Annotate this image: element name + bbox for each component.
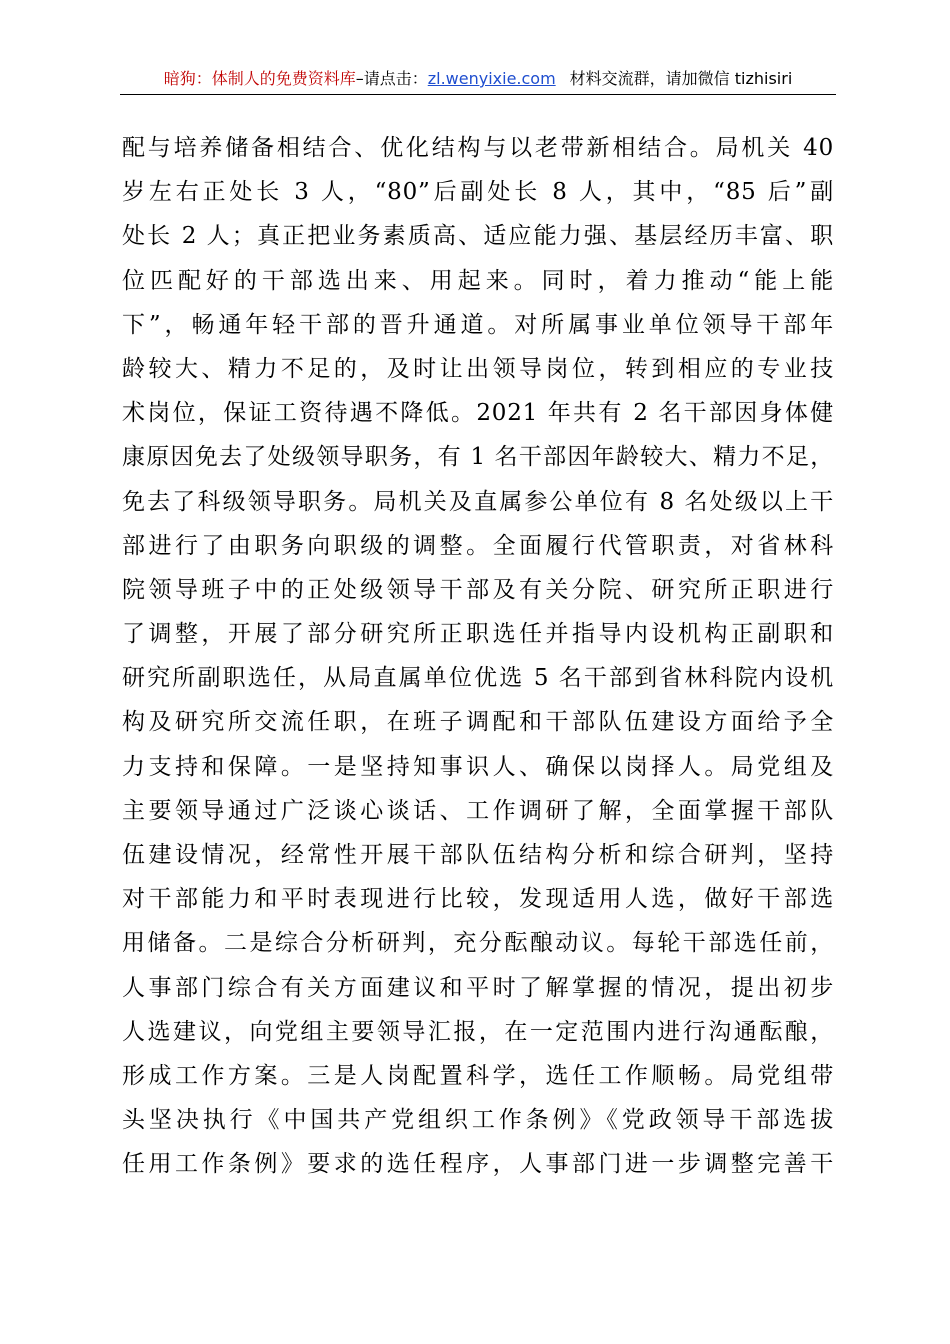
body-line-20: 人事部门综合有关方面建议和平时了解掌握的情况，提出初步	[122, 974, 834, 1001]
body-line-19: 用储备。二是综合分析研判，充分酝酿动议。每轮干部选任前，	[122, 930, 834, 957]
body-line-21: 人选建议，向党组主要领导汇报，在一定范围内进行沟通酝酿，	[122, 1018, 834, 1045]
body-line-7: 术岗位，保证工资待遇不降低。2021 年共有 2 名干部因身体健	[122, 400, 834, 427]
header-url-link[interactable]: zl.wenyixie.com	[427, 69, 556, 88]
body-line-13: 研究所副职选任，从局直属单位优选 5 名干部到省林科院内设机	[122, 665, 834, 692]
body-line-14: 构及研究所交流任职，在班子调配和干部队伍建设方面给予全	[122, 709, 834, 736]
body-line-18: 对干部能力和平时表现进行比较，发现适用人选，做好干部选	[122, 886, 834, 913]
page-header	[120, 64, 836, 95]
body-line-3: 处长 2 人；真正把业务素质高、适应能力强、基层经历丰富、职	[122, 223, 834, 250]
body-line-1: 配与培养储备相结合、优化结构与以老带新相结合。局机关 40	[122, 135, 834, 161]
body-line-16: 主要领导通过广泛谈心谈话、工作调研了解，全面掌握干部队	[122, 797, 834, 824]
body-line-11: 院领导班子中的正处级领导干部及有关分院、研究所正职进行	[122, 576, 834, 603]
body-line-8: 康原因免去了处级领导职务，有 1 名干部因年龄较大、精力不足，	[122, 444, 834, 471]
body-line-24: 任用工作条例》要求的选任程序，人事部门进一步调整完善干	[122, 1151, 834, 1178]
header-brand: 暗狗：体制人的免费资料库	[163, 69, 356, 88]
document-body	[122, 126, 834, 1187]
body-line-9: 免去了科级领导职务。局机关及直属参公单位有 8 名处级以上干	[122, 488, 834, 515]
body-line-22: 形成工作方案。三是人岗配置科学，选任工作顺畅。局党组带	[122, 1062, 834, 1089]
body-line-2: 岁左右正处长 3 人，“80”后副处长 8 人，其中，“85 后”副	[122, 179, 834, 206]
body-line-4: 位匹配好的干部选出来、用起来。同时，着力推动“能上能	[122, 267, 834, 294]
header-wechat-text: 材料交流群，请加微信 tizhisiri	[569, 69, 793, 88]
body-line-23: 头坚决执行《中国共产党组织工作条例》《党政领导干部选拔	[122, 1107, 834, 1134]
header-click-prompt: –请点击：	[355, 69, 428, 88]
body-line-5: 下”，畅通年轻干部的晋升通道。对所属事业单位领导干部年	[122, 311, 834, 338]
body-line-15: 力支持和保障。一是坚持知事识人、确保以岗择人。局党组及	[122, 753, 834, 780]
body-line-17: 伍建设情况，经常性开展干部队伍结构分析和综合研判，坚持	[122, 842, 834, 868]
body-line-6: 龄较大、精力不足的，及时让出领导岗位，转到相应的专业技	[122, 355, 834, 382]
body-line-12: 了调整，开展了部分研究所正职选任并指导内设机构正副职和	[122, 621, 834, 648]
body-line-10: 部进行了由职务向职级的调整。全面履行代管职责，对省林科	[122, 532, 834, 559]
